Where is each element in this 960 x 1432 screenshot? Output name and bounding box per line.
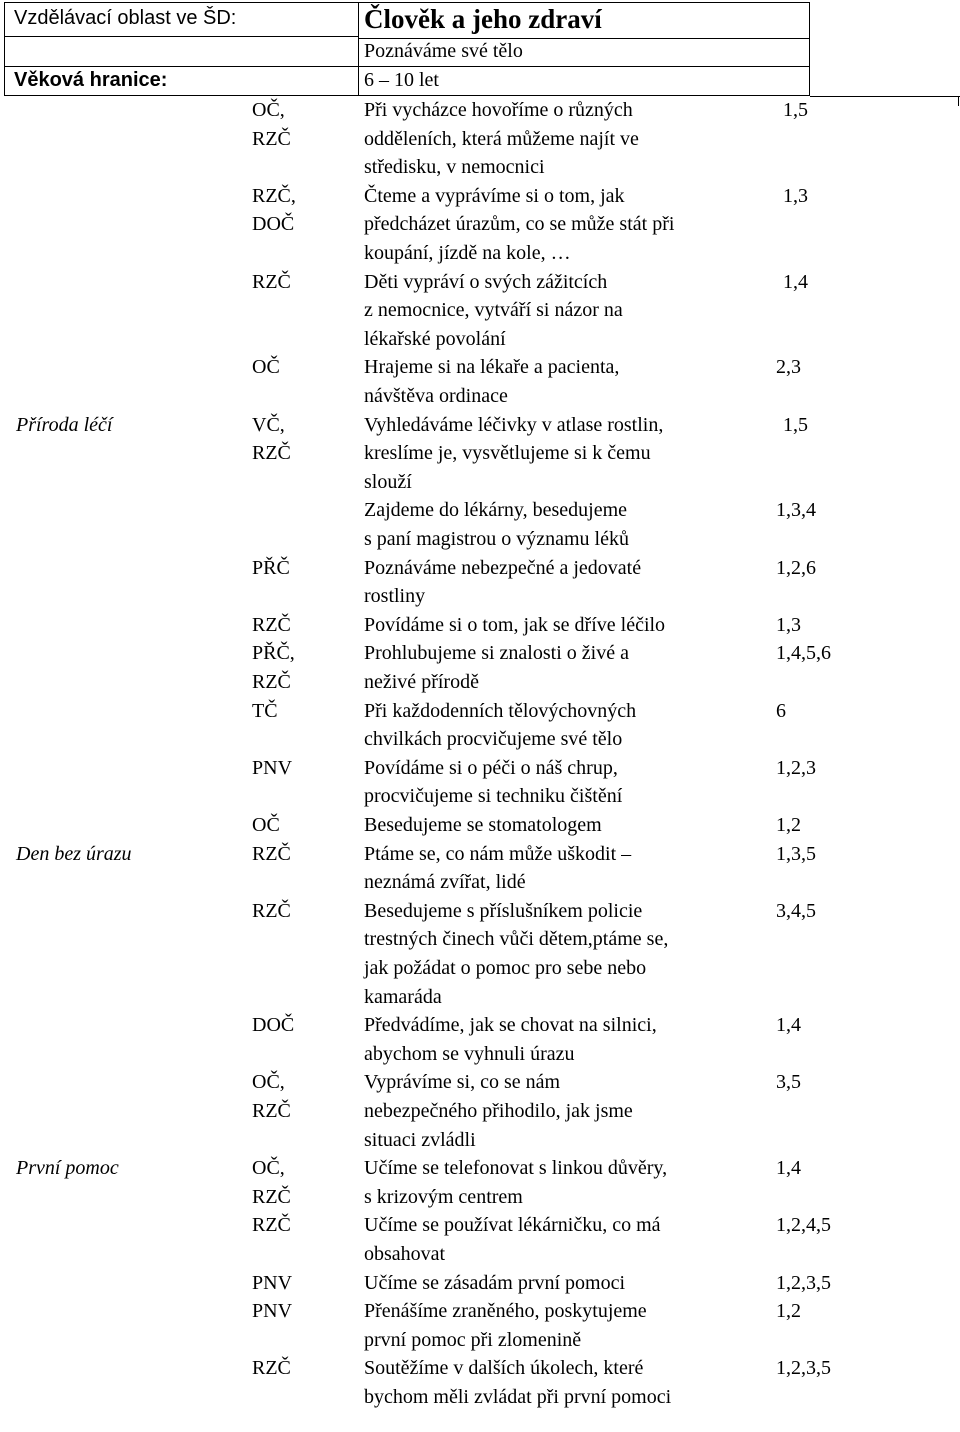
code: OČ, <box>252 1071 285 1094</box>
activity-line: kreslíme je, vysvětlujeme si k čemu <box>364 442 651 465</box>
activity-line: abychom se vyhnuli úrazu <box>364 1042 575 1065</box>
code: PNV <box>252 1300 293 1323</box>
activity-line: středisku, v nemocnici <box>364 156 545 179</box>
code: PŘČ <box>252 556 290 579</box>
activity-cell <box>364 897 668 1011</box>
activity-line: Při každodenních tělovýchovných <box>364 699 637 722</box>
table-row <box>0 411 960 497</box>
activity-line: Soutěžíme v dalších úkolech, které <box>364 1357 644 1380</box>
table-row <box>0 554 960 611</box>
activity-cell <box>364 754 622 811</box>
table-row <box>0 1154 960 1211</box>
table-row <box>0 811 960 840</box>
code: PNV <box>252 756 293 779</box>
table-row <box>0 639 960 696</box>
codes-cell <box>252 1068 291 1125</box>
competencies-cell: 1,4 <box>776 1014 801 1037</box>
section-label: Příroda léčí <box>16 413 113 436</box>
competencies-cell: 1,3,4 <box>776 499 816 522</box>
competencies-cell: 1,3 <box>776 613 801 636</box>
codes-cell <box>252 1269 292 1298</box>
activity-cell <box>364 411 663 497</box>
codes-cell <box>252 811 280 840</box>
table-row <box>0 96 960 182</box>
activity-line: Povídáme si o tom, jak se dříve léčilo <box>364 613 666 636</box>
code: TČ <box>252 699 278 722</box>
activity-line: Předvádíme, jak se chovat na silnici, <box>364 1014 657 1037</box>
activity-cell <box>364 1269 625 1298</box>
codes-cell <box>252 353 280 382</box>
activity-line: neznámá zvířat, lidé <box>364 871 526 894</box>
table-row <box>0 496 960 553</box>
activity-line: Hrajeme si na lékaře a pacienta, <box>364 356 620 379</box>
competencies-cell: 1,5 <box>783 413 808 436</box>
activity-line: nebezpečného přihodilo, jak jsme <box>364 1099 633 1122</box>
activity-cell <box>364 496 629 553</box>
activity-line: situaci zvládli <box>364 1128 476 1151</box>
activity-line: z nemocnice, vytváří si názor na <box>364 299 623 322</box>
competencies-cell: 1,3,5 <box>776 842 816 865</box>
codes-cell <box>252 639 295 696</box>
code: RZČ <box>252 127 291 150</box>
activity-line: koupání, jízdě na kole, … <box>364 241 571 264</box>
codes-cell <box>252 268 291 297</box>
codes-cell <box>252 1011 294 1040</box>
activity-line: Učíme se zásadám první pomoci <box>364 1271 626 1294</box>
activity-cell <box>364 1011 657 1068</box>
table-row <box>0 697 960 754</box>
codes-cell <box>252 411 291 468</box>
activity-line: Prohlubujeme si znalosti o živé a <box>364 642 629 665</box>
code: RZČ <box>252 613 291 636</box>
code: RZČ <box>252 842 291 865</box>
competencies-cell: 1,4 <box>776 1157 801 1180</box>
activity-line: Děti vypráví o svých zážitcích <box>364 270 608 293</box>
activity-line: lékařské povolání <box>364 327 506 350</box>
codes-cell <box>252 96 291 153</box>
activity-cell <box>364 811 602 840</box>
table-row <box>0 611 960 640</box>
table-row <box>0 1269 960 1298</box>
competencies-cell: 1,2,3,5 <box>776 1271 831 1294</box>
activity-line: Učíme se telefonovat s linkou důvěry, <box>364 1157 668 1180</box>
activity-line: Čteme a vyprávíme si o tom, jak <box>364 184 625 207</box>
activity-line: Vyprávíme si, co se nám <box>364 1071 561 1094</box>
codes-cell <box>252 1297 292 1326</box>
activity-line: první pomoc při zlomenině <box>364 1328 582 1351</box>
competencies-cell: 1,4 <box>783 270 808 293</box>
competencies-cell: 1,5 <box>783 99 808 121</box>
competencies-cell: 1,2,3 <box>776 756 816 779</box>
activity-line: Povídáme si o péči o náš chrup, <box>364 756 618 779</box>
competencies-cell: 6 <box>776 699 786 722</box>
codes-cell <box>252 897 291 926</box>
activity-cell <box>364 182 674 268</box>
codes-cell <box>252 1154 291 1211</box>
competencies-cell: 1,3 <box>783 184 808 207</box>
activity-cell <box>364 840 631 897</box>
activity-line: bychom měli zvládat při první pomoci <box>364 1385 672 1408</box>
code: RZČ <box>252 270 291 293</box>
activity-line: návštěva ordinace <box>364 384 508 407</box>
competencies-cell: 1,2,3,5 <box>776 1357 831 1380</box>
table-row <box>0 1297 960 1354</box>
activity-line: chvilkách procvičujeme své tělo <box>364 728 623 751</box>
table-row <box>0 268 960 354</box>
code: OČ, <box>252 99 285 121</box>
competencies-cell: 2,3 <box>776 356 801 379</box>
activity-line: Přenášíme zraněného, poskytujeme <box>364 1300 647 1323</box>
age-label: Věková hranice: <box>14 69 168 91</box>
activity-line: s krizovým centrem <box>364 1185 523 1208</box>
activity-cell <box>364 639 629 696</box>
activity-line: Besedujeme s příslušníkem policie <box>364 899 643 922</box>
table-row <box>0 1068 960 1154</box>
activity-line: rostliny <box>364 585 426 608</box>
table-row <box>0 754 960 811</box>
activity-line: s paní magistrou o významu léků <box>364 527 629 550</box>
code: RZČ, <box>252 184 296 207</box>
activity-line: Poznáváme nebezpečné a jedovaté <box>364 556 642 579</box>
codes-cell <box>252 1354 291 1383</box>
activity-cell <box>364 1297 647 1354</box>
codes-cell <box>252 754 292 783</box>
section-label: Den bez úrazu <box>16 842 132 865</box>
activity-line: Besedujeme se stomatologem <box>364 814 602 836</box>
code: RZČ <box>252 670 291 693</box>
activity-line: trestných činech vůči dětem,ptáme se, <box>364 928 669 951</box>
activity-line: Učíme se používat lékárničku, co má <box>364 1214 661 1237</box>
table-row <box>0 182 960 268</box>
competencies-cell: 3,5 <box>776 1071 801 1094</box>
code: RZČ <box>252 442 291 465</box>
code: PNV <box>252 1271 293 1294</box>
code: RZČ <box>252 899 291 922</box>
code: OČ, <box>252 1157 285 1180</box>
competencies-cell: 1,2,6 <box>776 556 816 579</box>
code: VČ, <box>252 413 285 436</box>
code: DOČ <box>252 1014 295 1037</box>
competencies-cell: 1,2 <box>776 1300 801 1323</box>
topic: Poznáváme své tělo <box>364 40 523 62</box>
code: OČ <box>252 356 280 379</box>
activity-cell <box>364 96 639 182</box>
age-value: 6 – 10 let <box>364 69 439 91</box>
activity-line: odděleních, která můžeme najít ve <box>364 127 639 150</box>
activity-cell <box>364 611 665 640</box>
table-row <box>0 1011 960 1068</box>
code: PŘČ, <box>252 642 295 665</box>
table-row <box>0 1354 960 1411</box>
codes-cell <box>252 697 278 726</box>
activity-line: Při vycházce hovoříme o různých <box>364 99 633 121</box>
activity-cell <box>364 353 619 410</box>
activity-cell <box>364 1354 671 1411</box>
area-label: Vzdělávací oblast ve ŠD: <box>14 7 237 29</box>
competencies-cell: 3,4,5 <box>776 899 816 922</box>
activity-line: Ptáme se, co nám může uškodit – <box>364 842 632 865</box>
activity-line: kamaráda <box>364 985 442 1008</box>
activity-cell <box>364 554 641 611</box>
competencies-cell: 1,2,4,5 <box>776 1214 831 1237</box>
activity-line: předcházet úrazům, co se může stát při <box>364 213 675 236</box>
activity-cell <box>364 268 623 354</box>
codes-cell <box>252 611 291 640</box>
codes-cell <box>252 1211 291 1240</box>
activity-cell <box>364 697 636 754</box>
section-label: První pomoc <box>16 1157 119 1180</box>
code: RZČ <box>252 1185 291 1208</box>
code: RZČ <box>252 1214 291 1237</box>
code: RZČ <box>252 1357 291 1380</box>
codes-cell <box>252 554 290 583</box>
area-value: Člověk a jeho zdraví <box>364 4 602 34</box>
code: RZČ <box>252 1099 291 1122</box>
code: OČ <box>252 814 280 836</box>
activity-cell <box>364 1068 633 1154</box>
activity-line: neživé přírodě <box>364 670 479 693</box>
codes-cell <box>252 182 296 239</box>
activity-line: Vyhledáváme léčivky v atlase rostlin, <box>364 413 664 436</box>
activity-cell <box>364 1211 661 1268</box>
activity-line: procvičujeme si techniku čištění <box>364 785 623 808</box>
code: DOČ <box>252 213 295 236</box>
activity-cell <box>364 1154 667 1211</box>
table-row <box>0 897 960 1011</box>
codes-cell <box>252 840 291 869</box>
activity-line: jak požádat o pomoc pro sebe nebo <box>364 956 647 979</box>
competencies-cell: 1,4,5,6 <box>776 642 831 665</box>
table-row <box>0 1211 960 1268</box>
competencies-cell: 1,2 <box>776 814 801 836</box>
table-row <box>0 353 960 410</box>
table-row <box>0 840 960 897</box>
activity-line: obsahovat <box>364 1242 446 1265</box>
activity-line: slouží <box>364 470 412 493</box>
activity-line: Zajdeme do lékárny, besedujeme <box>364 499 628 522</box>
